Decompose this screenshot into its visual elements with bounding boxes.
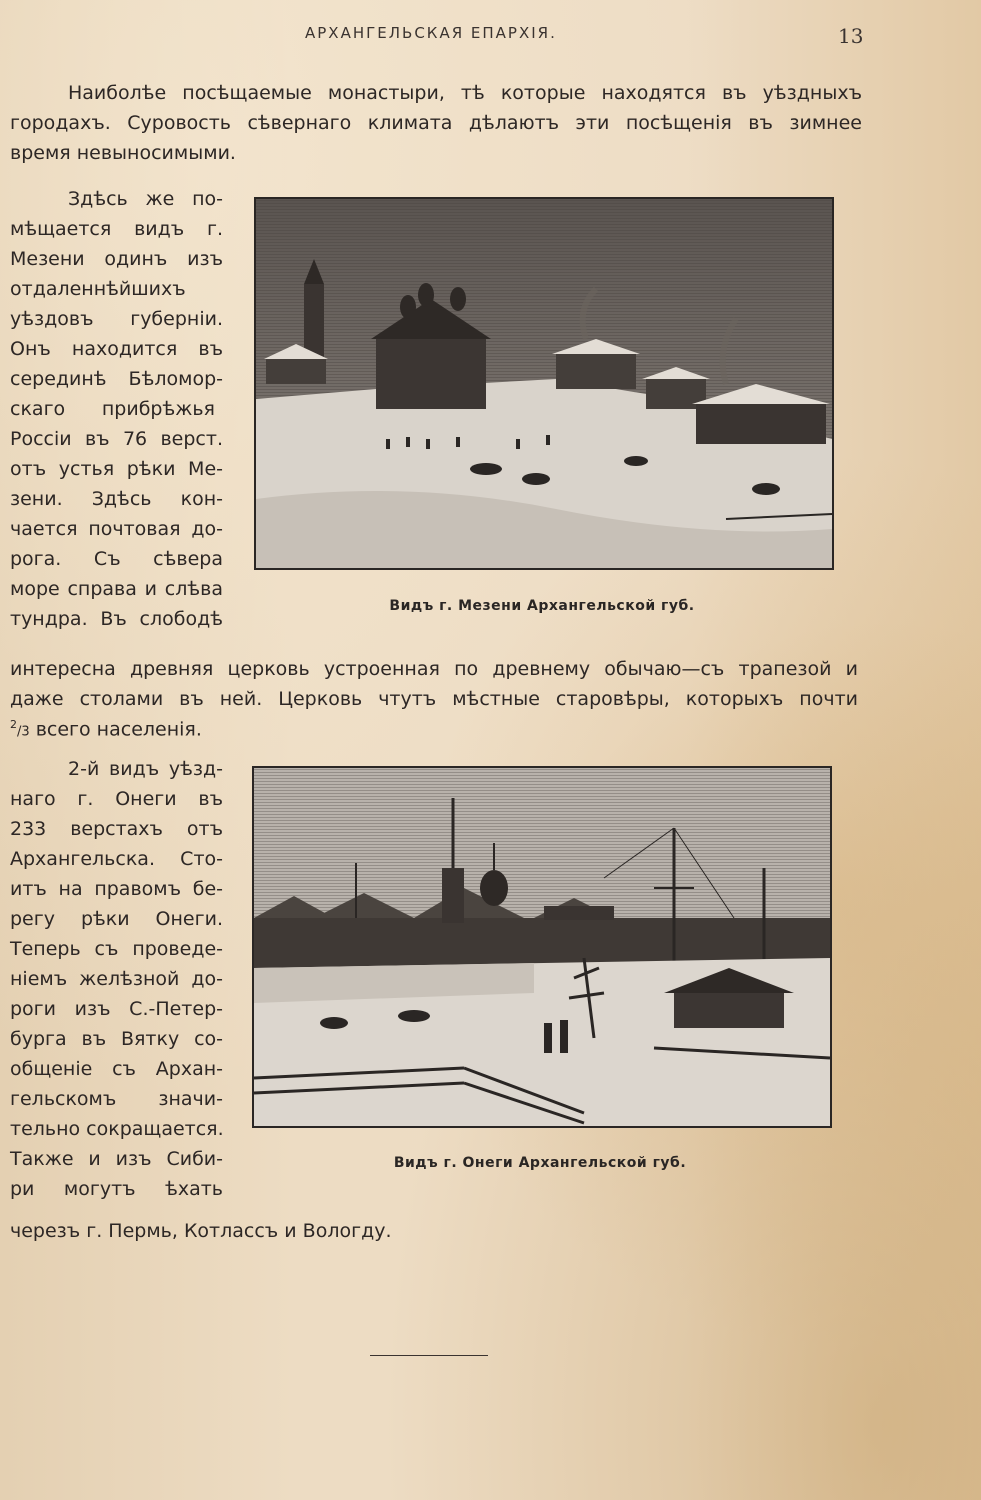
text-line: черезъ г. Пермь, Котлассъ и Вологду. bbox=[10, 1220, 392, 1242]
text-line: ніемъ желѣзной до- bbox=[10, 968, 223, 990]
text-line: Архангельска. Сто- bbox=[10, 848, 223, 870]
intro-line: Наиболѣе посѣщаемые монастыри, тѣ которые находятся въ уѣздныхъ bbox=[68, 82, 862, 104]
text-line: даже столами въ ней. Церковь чтутъ мѣстные старовѣры, которыхъ почти bbox=[10, 688, 858, 710]
text-line: отъ устья рѣки Ме- bbox=[10, 458, 223, 480]
mezen-continuation bbox=[10, 658, 858, 748]
text-line: наго г. Онеги въ bbox=[10, 788, 223, 810]
text-line: чается почтовая до- bbox=[10, 518, 223, 540]
end-rule bbox=[370, 1355, 488, 1356]
running-title: АРХАНГЕЛЬСКАЯ ЕПАРХІЯ. bbox=[305, 24, 557, 42]
mezen-engraving bbox=[254, 197, 834, 570]
text-line: 2-й видъ уѣзд- bbox=[68, 758, 223, 780]
text-line: интересна древняя церковь устроенная по древнему обычаю—съ трапезой и bbox=[10, 658, 858, 680]
mezen-caption: Видъ г. Мезени Архангельской губ. bbox=[389, 598, 695, 614]
text-line: итъ на правомъ бе- bbox=[10, 878, 223, 900]
text-line: бурга въ Вятку со- bbox=[10, 1028, 223, 1050]
text-line: тельно сокращается. bbox=[10, 1118, 224, 1140]
text-line: море справа и слѣва bbox=[10, 578, 223, 600]
intro-paragraph bbox=[10, 82, 862, 172]
text-line: Россіи въ 76 верст. bbox=[10, 428, 223, 450]
text-line: роги изъ С.-Петер- bbox=[10, 998, 223, 1020]
fraction-numerator: 2 bbox=[10, 718, 17, 731]
text-line: рога. Съ сѣвера bbox=[10, 548, 223, 570]
text-line: Теперь съ проведе- bbox=[10, 938, 223, 960]
onega-caption: Видъ г. Онеги Архангельской губ. bbox=[393, 1155, 687, 1171]
text-line: тундра. Въ слободѣ bbox=[10, 608, 223, 630]
text-line: 233 верстахъ отъ bbox=[10, 818, 223, 840]
text-line bbox=[10, 718, 202, 740]
text-line: скаго прибрѣжья bbox=[10, 398, 215, 420]
text-line-end: всего населенія. bbox=[35, 718, 202, 741]
mezen-side-column bbox=[10, 188, 223, 648]
text-line: Здѣсь же по- bbox=[68, 188, 223, 210]
text-line: отдаленнѣйшихъ bbox=[10, 278, 186, 300]
text-line: мѣщается видъ г. bbox=[10, 218, 223, 240]
intro-line: время невыносимыми. bbox=[10, 142, 236, 164]
onega-scene bbox=[254, 768, 830, 1126]
onega-side-column bbox=[10, 758, 223, 1218]
text-line: серединѣ Бѣломор- bbox=[10, 368, 223, 390]
fraction-denominator: /3 bbox=[17, 724, 30, 740]
intro-line: городахъ. Суровость сѣвернаго климата дѣлаютъ эти посѣщенія въ зимнее bbox=[10, 112, 862, 134]
text-line: регу рѣки Онеги. bbox=[10, 908, 223, 930]
text-line: уѣздовъ губерніи. bbox=[10, 308, 223, 330]
onega-engraving bbox=[252, 766, 832, 1128]
page-number: 13 bbox=[838, 24, 864, 48]
text-line: Мезени одинъ изъ bbox=[10, 248, 223, 270]
text-line: гельскомъ значи- bbox=[10, 1088, 223, 1110]
text-line: Также и изъ Сиби- bbox=[10, 1148, 223, 1170]
text-line: зени. Здѣсь кон- bbox=[10, 488, 223, 510]
mezen-scene bbox=[256, 199, 832, 568]
text-line: общеніе съ Архан- bbox=[10, 1058, 223, 1080]
text-line: Онъ находится въ bbox=[10, 338, 223, 360]
text-line: ри могутъ ѣхать bbox=[10, 1178, 223, 1200]
